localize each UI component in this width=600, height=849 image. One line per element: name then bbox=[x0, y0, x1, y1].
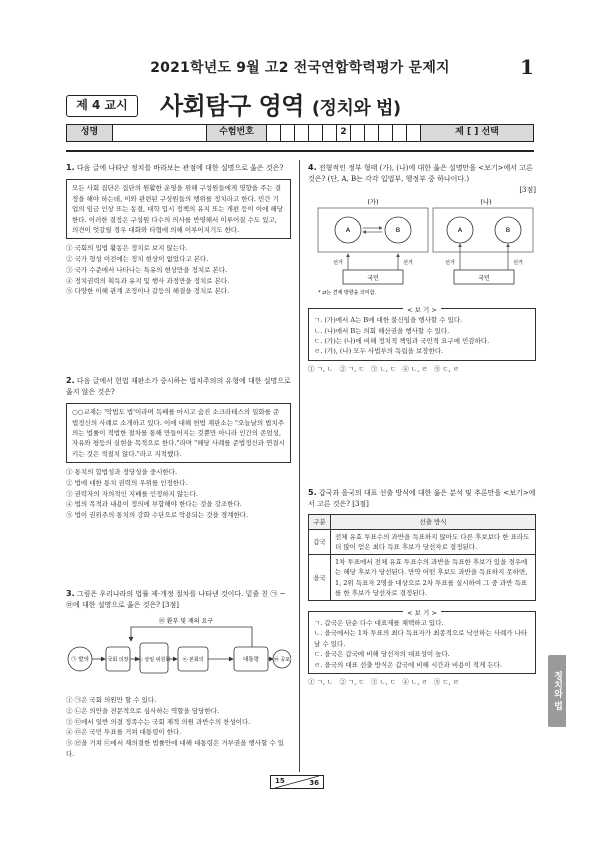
diagram-ga-label: (가) bbox=[367, 198, 379, 207]
page-indicator bbox=[270, 775, 324, 789]
answer-choice[interactable]: ⑤ 다양한 이해 관계 조정이나 갈등의 해결을 정치로 본다. bbox=[66, 287, 230, 296]
name-field[interactable] bbox=[113, 125, 207, 141]
boki-item: ㄴ. (나)에서 B는 의회 해산권을 행사할 수 있다. bbox=[314, 326, 450, 335]
name-label: 성명 bbox=[67, 125, 113, 141]
answer-choice[interactable]: ⑤ 법이 권위주의 통치의 강화 수단으로 악용되는 것을 경계한다. bbox=[66, 511, 249, 520]
boki-title: < 보 기 > bbox=[403, 609, 441, 617]
subject-title bbox=[160, 88, 401, 125]
answer-choice[interactable]: ③ 권력자의 자의적인 지배를 인정하지 않는다. bbox=[66, 489, 198, 498]
question-2 bbox=[66, 375, 291, 521]
total-pages: 36 bbox=[309, 779, 319, 787]
answer-choice[interactable]: ③ 국가 수준에서 나타나는 특유의 현상만을 정치로 본다. bbox=[66, 265, 228, 274]
exam-digit-box[interactable] bbox=[323, 125, 337, 141]
boki-item: ㄴ. 을국에서는 1차 투표의 최다 득표자가 최종적으로 낙선하는 사례가 나타날 수 있다. bbox=[314, 629, 528, 648]
boki-item: ㄹ. 을국의 대표 선출 방식은 갑국에 비해 시간과 비용이 적게 든다. bbox=[314, 660, 503, 669]
diagram-node: 국회 의장 bbox=[107, 657, 129, 664]
diagram-node: ㉢ 본회의 bbox=[182, 657, 204, 664]
boki-item: ㄹ. (가), (나) 모두 사법부의 독립을 보장한다. bbox=[314, 347, 444, 356]
diagram-na-label: (나) bbox=[480, 198, 492, 207]
exam-digit-box[interactable] bbox=[295, 125, 309, 141]
points-label: [3점] bbox=[519, 186, 536, 195]
exam-digit-fixed: 2 bbox=[337, 125, 351, 141]
column-divider bbox=[299, 160, 300, 772]
boki-item: ㄷ. 을국은 갑국에 비해 당선자의 대표성이 높다. bbox=[314, 650, 450, 659]
answer-choices[interactable]: ① ㄱ, ㄴ ② ㄱ, ㄷ ③ ㄴ, ㄷ ④ ㄴ, ㄹ ⑤ ㄷ, ㄹ bbox=[308, 678, 460, 687]
question-stem: 그림은 우리나라의 법률 제·개정 절차를 나타낸 것이다. 밑줄 친 ㉠ ~ ㉤에 대한 설명으로 옳은 것은? [3점] bbox=[66, 590, 286, 610]
exam-title: 2021학년도 9월 고2 전국연합학력평가 문제지 bbox=[150, 60, 450, 76]
answer-choice[interactable]: ① 국회의 입법 활동은 정치로 보지 않는다. bbox=[66, 244, 188, 253]
answer-choice[interactable]: ⑤ ㉣을 거쳐 ㉢에서 재의결한 법률안에 대해 대통령은 거부권을 행사할 수 있다. bbox=[66, 738, 285, 758]
table-cell: 1차 투표에서 전체 유효 투표수의 과반을 득표한 후보가 있을 경우에는 해당 후보가 당선된다. 만약 어떤 후보도 과반을 득표하지 못하면, 1, 2위 득표자 2명을 대상으로 2차 투표를 실시하여 그 중 과반 득표를 한 후보가 당선자로 결정된다. bbox=[331, 555, 536, 600]
veto-label: ㉣ 환부 및 재의 요구 bbox=[158, 618, 214, 626]
table-row bbox=[309, 530, 536, 555]
question-number: 4. bbox=[308, 163, 317, 172]
exam-digit-box[interactable] bbox=[281, 125, 295, 141]
boki-title: < 보 기 > bbox=[403, 306, 441, 314]
node-a: A bbox=[345, 226, 351, 235]
subject-main: 사회탐구 영역 bbox=[160, 92, 304, 120]
table-header: 구분 bbox=[309, 515, 331, 530]
exam-digit-box[interactable] bbox=[267, 125, 281, 141]
diagram-node: ㉡ 상임 위원회 bbox=[137, 657, 171, 664]
question-number: 2. bbox=[66, 376, 75, 385]
question-stem: 다음 글에서 헌법 재판소가 중시하는 법치주의의 유형에 대한 설명으로 옳지 않은 것은? bbox=[66, 377, 291, 397]
diagram-node: ㉠ 발의 bbox=[71, 657, 89, 664]
answer-choice[interactable]: ④ 정치권력의 획득과 유지 및 행사 과정만을 정치로 본다. bbox=[66, 276, 230, 285]
answer-choice[interactable]: ① 통치의 합법성과 정당성을 중시한다. bbox=[66, 468, 178, 477]
answer-choice[interactable]: ③ ㉢에서 일반 의결 정족수는 국회 재적 의원 과반수의 찬성이다. bbox=[66, 717, 251, 726]
table-header: 선출 방식 bbox=[331, 515, 536, 530]
boki-box bbox=[308, 305, 536, 361]
question-number: 5. bbox=[308, 488, 317, 497]
subject-select-label: 제 [ ] 선택 bbox=[421, 125, 533, 141]
subject-paren: (정치와 법) bbox=[311, 98, 401, 119]
subject-side-tab: 정치와 법 bbox=[548, 655, 566, 727]
exam-digit-box[interactable] bbox=[351, 125, 365, 141]
government-form-diagram bbox=[308, 196, 536, 296]
node-b: B bbox=[505, 226, 511, 235]
candidate-info-row bbox=[66, 124, 534, 142]
exam-number-label: 수험번호 bbox=[207, 125, 267, 141]
answer-choice[interactable]: ② ㉡은 의안을 전문적으로 심사하는 역할을 담당한다. bbox=[66, 706, 220, 715]
vote-label: 선거 bbox=[403, 260, 413, 267]
boki-box bbox=[308, 608, 536, 674]
boki-item: ㄷ. (가)는 (나)에 비해 정치적 책임과 국민적 요구에 민감하다. bbox=[314, 337, 490, 346]
page-number: 1 bbox=[520, 55, 534, 79]
question-stem: 전형적인 정부 형태 (가), (나)에 대한 옳은 설명만을 <보기>에서 고른 것은? (단, A, B는 각각 입법부, 행정부 중 하나이다.) bbox=[308, 164, 533, 184]
question-5 bbox=[308, 487, 536, 688]
answer-choice[interactable]: ④ 법의 목적과 내용이 정의에 부합해야 한다는 것을 강조한다. bbox=[66, 500, 242, 509]
exam-digit-box[interactable] bbox=[365, 125, 379, 141]
diagram-note: * ⇄는 견제 방향을 의미함. bbox=[318, 290, 377, 297]
exam-digit-box[interactable] bbox=[309, 125, 323, 141]
question-stem: 다음 글에 나타난 정치를 바라보는 관점에 대한 설명으로 옳은 것은? bbox=[76, 164, 284, 172]
boki-item: ㄱ. (가)에서 A는 B에 대한 불신임을 행사할 수 있다. bbox=[314, 316, 463, 325]
election-method-table bbox=[308, 514, 536, 600]
question-stem: 갑국과 을국의 대표 선출 방식에 대한 옳은 분석 및 추론만을 <보기>에서 고른 것은? [3점] bbox=[308, 489, 536, 509]
period-label: 제 4 교시 bbox=[66, 95, 138, 117]
vote-label: 선거 bbox=[513, 260, 523, 267]
answer-choice[interactable]: ② 법에 대한 통치 권력의 우위를 인정한다. bbox=[66, 478, 188, 487]
answer-choice[interactable]: ① ㉠은 국회 의원만 할 수 있다. bbox=[66, 696, 157, 705]
exam-digit-box[interactable] bbox=[407, 125, 421, 141]
question-4 bbox=[308, 162, 536, 375]
current-page: 15 bbox=[275, 777, 285, 785]
diagram-node: 대통령 bbox=[243, 657, 259, 664]
question-3 bbox=[66, 588, 291, 759]
table-cell: 갑국 bbox=[309, 530, 331, 555]
legislation-process-diagram bbox=[66, 613, 291, 691]
passage-box: 모든 사회 집단은 집단의 원활한 운영을 위해 구성원들에게 영향을 주는 결정을 해야 하는데, 이와 관련된 구성원들의 행위를 정치라고 한다. 민간 기업의 임금 인상 또는 동결, 대학 입시 정책의 유지 또는 개편 등이 이에 해당한다. 이러한 결정은 구성원 다수의 의사를 반영해서 이루어질 수도 있고, 의견이 엇갈릴 경우 대화와 타협에 의해 이루어지기도 한다. bbox=[66, 179, 291, 239]
header-divider bbox=[66, 150, 534, 152]
node-b: B bbox=[395, 226, 401, 235]
answer-choices[interactable]: ① ㄱ, ㄴ ② ㄱ, ㄷ ③ ㄴ, ㄷ ④ ㄴ, ㄹ ⑤ ㄷ, ㄹ bbox=[308, 364, 460, 373]
question-number: 1. bbox=[66, 163, 75, 172]
people-label: 국민 bbox=[367, 275, 379, 283]
node-a: A bbox=[457, 226, 463, 235]
question-number: 3. bbox=[66, 589, 75, 598]
table-cell: 을국 bbox=[309, 555, 331, 600]
passage-box: ○○교재는 '악법도 법'이라며 독배를 마시고 숨진 소크라테스의 일화를 준법정신의 사례로 소개하고 있다. 이에 대해 헌법 재판소는 "오늘날의 법치주의는 법률이 적법한 절차를 통해 만들어지는 것뿐만 아니라 인간의 존엄성, 자유와 평등의 실현을 목적으로 한다."라며 "해당 사례를 준법정신과 연결시키는 것은 적절치 않다."라고 지적했다. bbox=[66, 403, 291, 463]
question-1 bbox=[66, 162, 291, 297]
vote-label: 선거 bbox=[445, 260, 455, 267]
table-cell: 전체 유효 투표수의 과반을 득표하지 않아도 다른 후보보다 한 표라도 더 많이 얻은 최다 득표 후보가 당선자로 결정된다. bbox=[331, 530, 536, 555]
table-row bbox=[309, 555, 536, 600]
exam-digit-box[interactable] bbox=[393, 125, 407, 141]
boki-item: ㄱ. 갑국은 단순 다수 대표제를 채택하고 있다. bbox=[314, 619, 444, 628]
exam-digit-box[interactable] bbox=[379, 125, 393, 141]
diagram-node: ㉤ 공포 bbox=[273, 657, 291, 664]
answer-choice[interactable]: ② 국가 형성 이전에는 정치 현상이 없었다고 본다. bbox=[66, 255, 209, 264]
people-label: 국민 bbox=[478, 275, 490, 283]
answer-choice[interactable]: ④ ㉤은 국민 투표를 거쳐 대통령이 한다. bbox=[66, 728, 182, 737]
vote-label: 선거 bbox=[333, 260, 343, 267]
